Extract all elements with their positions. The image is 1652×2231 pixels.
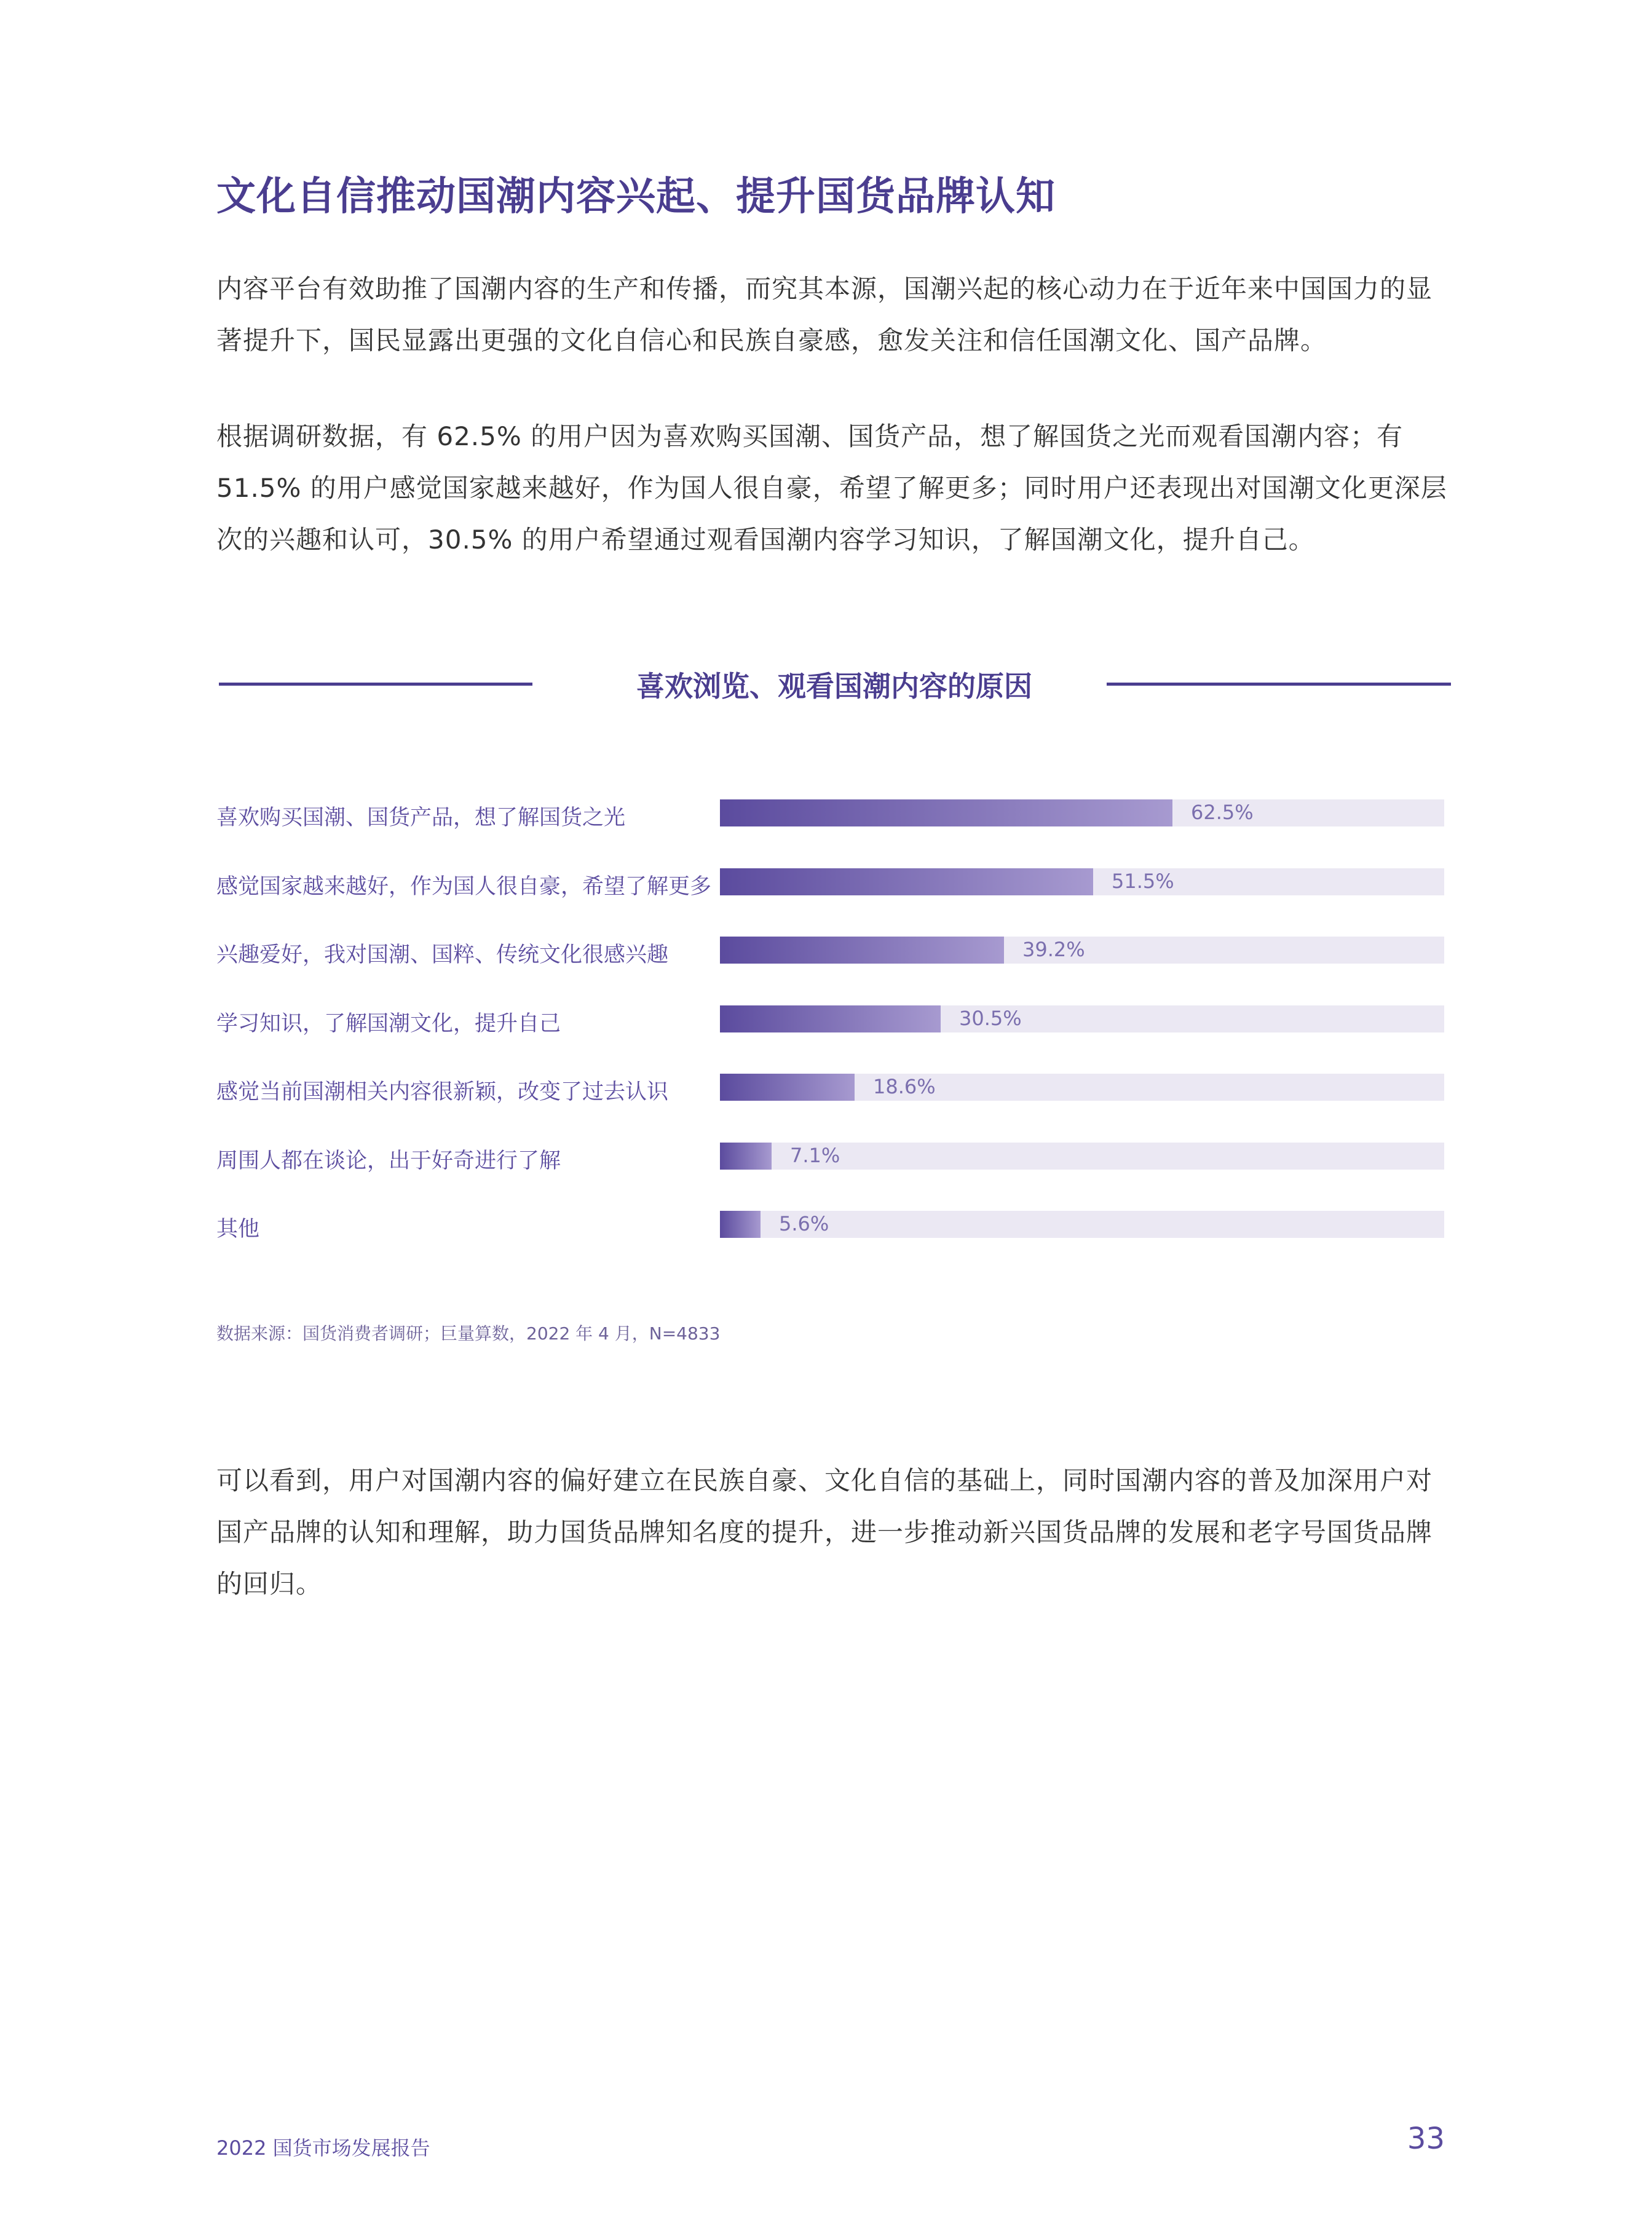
bar-track (720, 799, 1444, 826)
page-title: 文化自信推动国潮内容兴起、提升国货品牌认知 (216, 174, 1056, 220)
bar-category-label: 学习知识，了解国潮文化，提升自己 (216, 1012, 561, 1036)
bar (720, 937, 1004, 964)
bar (720, 1074, 855, 1101)
bar-track (720, 1005, 1444, 1032)
bar-value-label: 62.5% (1191, 801, 1254, 824)
page-number: 33 (1407, 2122, 1445, 2156)
bar-track (720, 1143, 1444, 1170)
intro-paragraph: 内容平台有效助推了国潮内容的生产和传播，而究其本源，国潮兴起的核心动力在于近年来中国国力的显著提升下，国民显露出更强的文化自信心和民族自豪感，愈发关注和信任国潮文化、国产品牌。 (216, 274, 1433, 355)
bar-value-label: 39.2% (1022, 938, 1085, 961)
bar-category-label: 喜欢购买国潮、国货产品，想了解国货之光 (216, 806, 626, 830)
conclusion-paragraph: 可以看到，用户对国潮内容的偏好建立在民族自豪、文化自信的基础上，同时国潮内容的普及加深用户对国产品牌的认知和理解，助力国货品牌知名度的提升，进一步推动新兴国货品牌的发展和老字号国货品牌的回归。 (216, 1465, 1433, 1599)
bar-value-label: 5.6% (779, 1212, 829, 1235)
bar-category-label: 感觉国家越来越好，作为国人很自豪，希望了解更多 (216, 874, 712, 899)
bar-value-label: 51.5% (1112, 870, 1174, 893)
data-source-note: 数据来源：国货消费者调研；巨量算数，2022 年 4 月，N=4833 (216, 1323, 721, 1344)
chart-header (216, 658, 1452, 707)
bar-track (720, 937, 1444, 964)
chart-title-rule-right (1107, 683, 1451, 686)
bar-value-label: 7.1% (790, 1144, 840, 1167)
bar-track (720, 1211, 1444, 1238)
bar (720, 1211, 761, 1238)
chart-title: 喜欢浏览、观看国潮内容的原因 (636, 670, 1032, 703)
bar-category-label: 感觉当前国潮相关内容很新颖，改变了过去认识 (216, 1080, 669, 1104)
bar (720, 1005, 941, 1032)
footer-report-name: 2022 国货市场发展报告 (216, 2136, 430, 2160)
bar (720, 799, 1172, 826)
bar (720, 868, 1093, 895)
bar-track (720, 868, 1444, 895)
survey-paragraph: 根据调研数据，有 62.5% 的用户因为喜欢购买国潮、国货产品，想了解国货之光而观看国潮内容；有 51.5% 的用户感觉国家越来越好，作为国人很自豪，希望了解更多；同时用户还表现出对国潮文化更深层次的兴趣和认可，30.5% 的用户希望通过观看国潮内容学习知识，了解国潮文化，提升自己。 (216, 421, 1447, 555)
bar-value-label: 18.6% (873, 1075, 936, 1098)
bar-track (720, 1074, 1444, 1101)
bar (720, 1143, 772, 1170)
bar-category-label: 周围人都在谈论，出于好奇进行了解 (216, 1149, 561, 1173)
bar-category-label: 其他 (216, 1217, 260, 1242)
bar-value-label: 30.5% (959, 1007, 1022, 1030)
bar-category-label: 兴趣爱好，我对国潮、国粹、传统文化很感兴趣 (216, 943, 669, 967)
